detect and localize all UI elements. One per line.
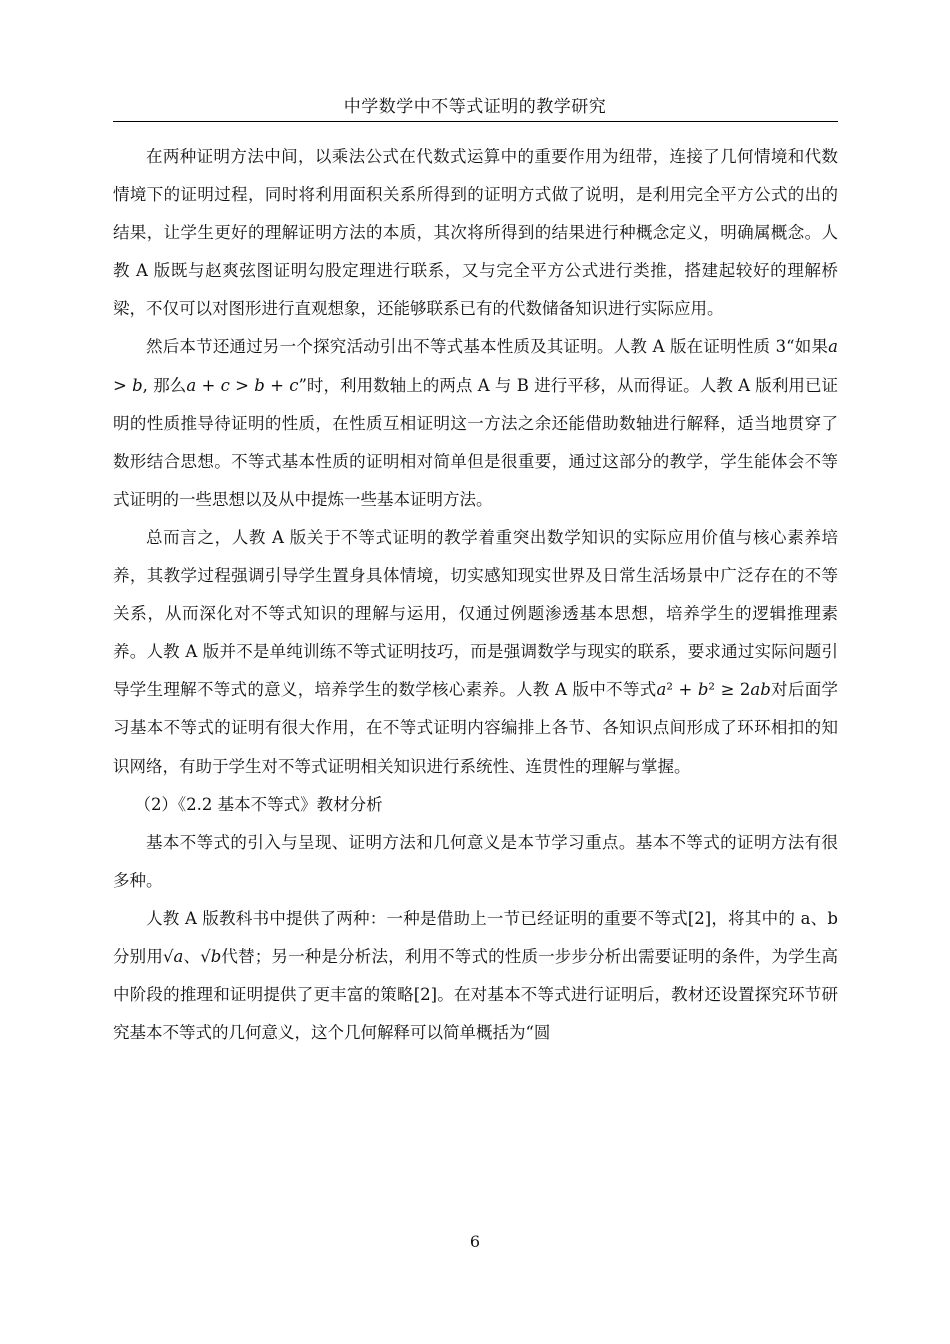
paragraph-summary: 总而言之，人教 A 版关于不等式证明的教学着重突出数学知识的实际应用价值与核心素养培养，其教学过程强调引导学生置身具体情境，切实感知现实世界及日常生活场景中广泛存在的不等关系，从而深化对不等式知识的理解与运用，仅通过例题渗透基本思想，培养学生的逻辑推理素养。人教 A 版并不是单纯训练不等式证明技巧，而是强调数学与现实的联系，要求通过实际问题引导学生理解不等式的意义，培养学生的数学核心素养。人教 A 版中不等式𝑎² + 𝑏² ≥ 2𝑎𝑏对后面学习基本不等式的证明有很大作用，在不等式证明内容编排上各节、各知识点间形成了环环相扣的知识网络，有助于学生对不等式证明相关知识进行系统性、连贯性的理解与掌握。 [113, 527, 838, 776]
page-number: 6 [469, 1232, 481, 1251]
running-header: 中学数学中不等式证明的教学研究 [343, 97, 607, 117]
paragraph-textbook-proofs: 人教 A 版教科书中提供了两种：一种是借助上一节已经证明的重要不等式[2]，将其中的 a、b 分别用√𝑎、√𝑏代替；另一种是分析法，利用不等式的性质一步步分析出需要证明的条件，为学生高中阶段的推理和证明提供了更丰富的策略[2]。在对基本不等式进行证明后，教材还设置探究环节研究基本不等式的几何意义，这个几何解释可以简单概括为“圆 [113, 908, 838, 1043]
header-rule [113, 121, 838, 122]
body-text [113, 138, 838, 1052]
paragraph-inequality-properties: 然后本节还通过另一个探究活动引出不等式基本性质及其证明。人教 A 版在证明性质 3“如果𝑎 > 𝑏, 那么𝑎 + 𝑐 > 𝑏 + 𝑐”时，利用数轴上的两点 A 与 B 进行平移，从而得证。人教 A 版利用已证明的性质推导待证明的性质，在性质互相证明这一方法之余还能借助数轴进行解释，适当地贯穿了数形结合思想。不等式基本性质的证明相对简单但是很重要，通过这部分的教学，学生能体会不等式证明的一些思想以及从中提炼一些基本证明方法。 [113, 337, 838, 509]
section-subheading: （2）《2.2 基本不等式》教材分析 [134, 794, 383, 814]
paragraph-proof-methods: 在两种证明方法中间，以乘法公式在代数式运算中的重要作用为纽带，连接了几何情境和代数情境下的证明过程，同时将利用面积关系所得到的证明方式做了说明，是利用完全平方公式的出的结果，让学生更好的理解证明方法的本质，其次将所得到的结果进行种概念定义，明确属概念。人教 A 版既与赵爽弦图证明勾股定理进行联系，又与完全平方公式进行类推，搭建起较好的理解桥梁，不仅可以对图形进行直观想象，还能够联系已有的代数储备知识进行实际应用。 [113, 147, 838, 319]
paragraph-basic-inequality-intro: 基本不等式的引入与呈现、证明方法和几何意义是本节学习重点。基本不等式的证明方法有很多种。 [113, 832, 838, 890]
